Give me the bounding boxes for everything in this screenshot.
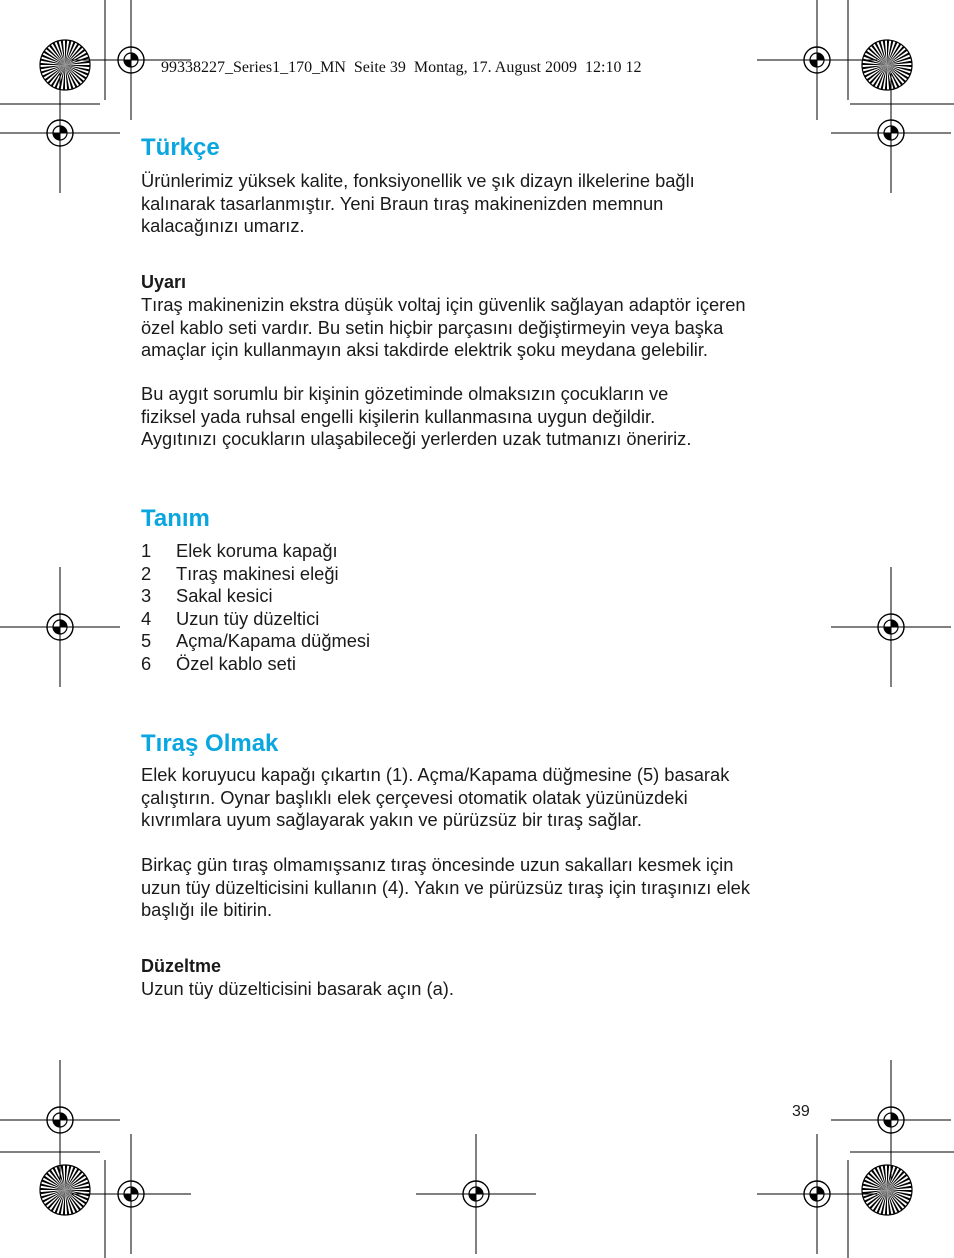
text-line: Ürünlerimiz yüksek kalite, fonksiyonellik ve şık dizayn ilkelerine bağlı	[141, 170, 695, 191]
text-line: kalınarak tasarlanmıştır. Yeni Braun tıraş makinenizden memnun	[141, 192, 664, 214]
text-line: Aygıtınızı çocukların ulaşabileceği yerlerden uzak tutmanızı öneririz.	[141, 428, 692, 449]
list-item	[141, 608, 370, 631]
trimming-paragraph	[141, 978, 821, 1001]
section-title-turkce: Türkçe	[141, 134, 220, 161]
item-label: Tıraş makinesi eleği	[176, 562, 339, 584]
item-number: 4	[141, 607, 152, 629]
registration-mark	[0, 1060, 120, 1180]
trimming-heading: Düzeltme	[141, 956, 222, 976]
item-number: 2	[141, 562, 152, 584]
long-hair-paragraph	[141, 854, 821, 922]
warning-heading: Uyarı	[141, 272, 187, 292]
text-line: amaçlar için kullanmayın aksi takdirde elektrik şoku meydana gelebilir.	[141, 339, 708, 360]
text-line: uzun tüy düzelticisini kullanın (4). Yakın ve pürüzsüz tıraş için tıraşınızı elek	[141, 876, 750, 898]
text-line: çalıştırın. Oynar başlıklı elek çerçevesi otomatik olatak yüzünüzdeki	[141, 786, 688, 808]
star-target-mark	[862, 40, 912, 90]
text-line: kalacağınızı umarız.	[141, 215, 305, 236]
star-target-mark	[862, 1165, 912, 1215]
parts-list	[141, 540, 370, 675]
section-title-tiras-olmak: Tıraş Olmak	[141, 730, 279, 757]
item-label: Özel kablo seti	[176, 652, 296, 674]
item-label: Açma/Kapama düğmesi	[176, 630, 371, 651]
item-label: Sakal kesici	[176, 585, 273, 606]
item-number: 6	[141, 652, 152, 674]
shaving-paragraph	[141, 764, 821, 832]
text-line: Uzun tüy düzelticisini basarak açın (a).	[141, 978, 454, 999]
star-target-mark	[40, 1165, 90, 1215]
item-label: Elek koruma kapağı	[176, 540, 338, 561]
text-line: fiziksel yada ruhsal engelli kişilerin kullanmasına uygun değildir.	[141, 405, 656, 427]
warning-paragraph	[141, 294, 821, 362]
item-number: 1	[141, 540, 152, 561]
section-title-tanim: Tanım	[141, 505, 210, 532]
star-target-mark	[40, 40, 90, 90]
registration-mark	[757, 0, 877, 120]
text-line: Elek koruyucu kapağı çıkartın (1). Açma/Kapama düğmesine (5) basarak	[141, 764, 730, 785]
print-header-info: 99338227_Series1_170_MN Seite 39 Montag, 17. August 2009 12:10 12	[161, 59, 642, 76]
text-line: özel kablo seti vardır. Bu setin hiçbir parçasını değiştirmeyin veya başka	[141, 316, 724, 338]
list-item	[141, 563, 370, 586]
item-number: 3	[141, 585, 152, 606]
text-line: Bu aygıt sorumlu bir kişinin gözetiminde olmaksızın çocukların ve	[141, 383, 669, 404]
registration-mark	[0, 567, 120, 687]
text-line: Birkaç gün tıraş olmamışsanız tıraş öncesinde uzun sakalları kesmek için	[141, 854, 734, 875]
list-item	[141, 585, 370, 608]
item-label: Uzun tüy düzeltici	[176, 607, 320, 629]
registration-mark	[0, 73, 120, 193]
list-item	[141, 653, 370, 676]
text-line: kıvrımlara uyum sağlayarak yakın ve pürüzsüz bir tıraş sağlar.	[141, 809, 642, 830]
intro-paragraph	[141, 170, 821, 238]
text-line: başlığı ile bitirin.	[141, 899, 273, 920]
text-line: Tıraş makinenizin ekstra düşük voltaj için güvenlik sağlayan adaptör içeren	[141, 294, 746, 315]
page-number: 39	[792, 1103, 810, 1120]
children-warning-paragraph	[141, 383, 821, 451]
registration-mark	[831, 567, 951, 687]
registration-mark	[831, 1060, 951, 1180]
registration-mark	[831, 73, 951, 193]
list-item	[141, 630, 370, 653]
item-number: 5	[141, 630, 152, 651]
list-item	[141, 540, 370, 563]
registration-mark	[416, 1134, 536, 1254]
